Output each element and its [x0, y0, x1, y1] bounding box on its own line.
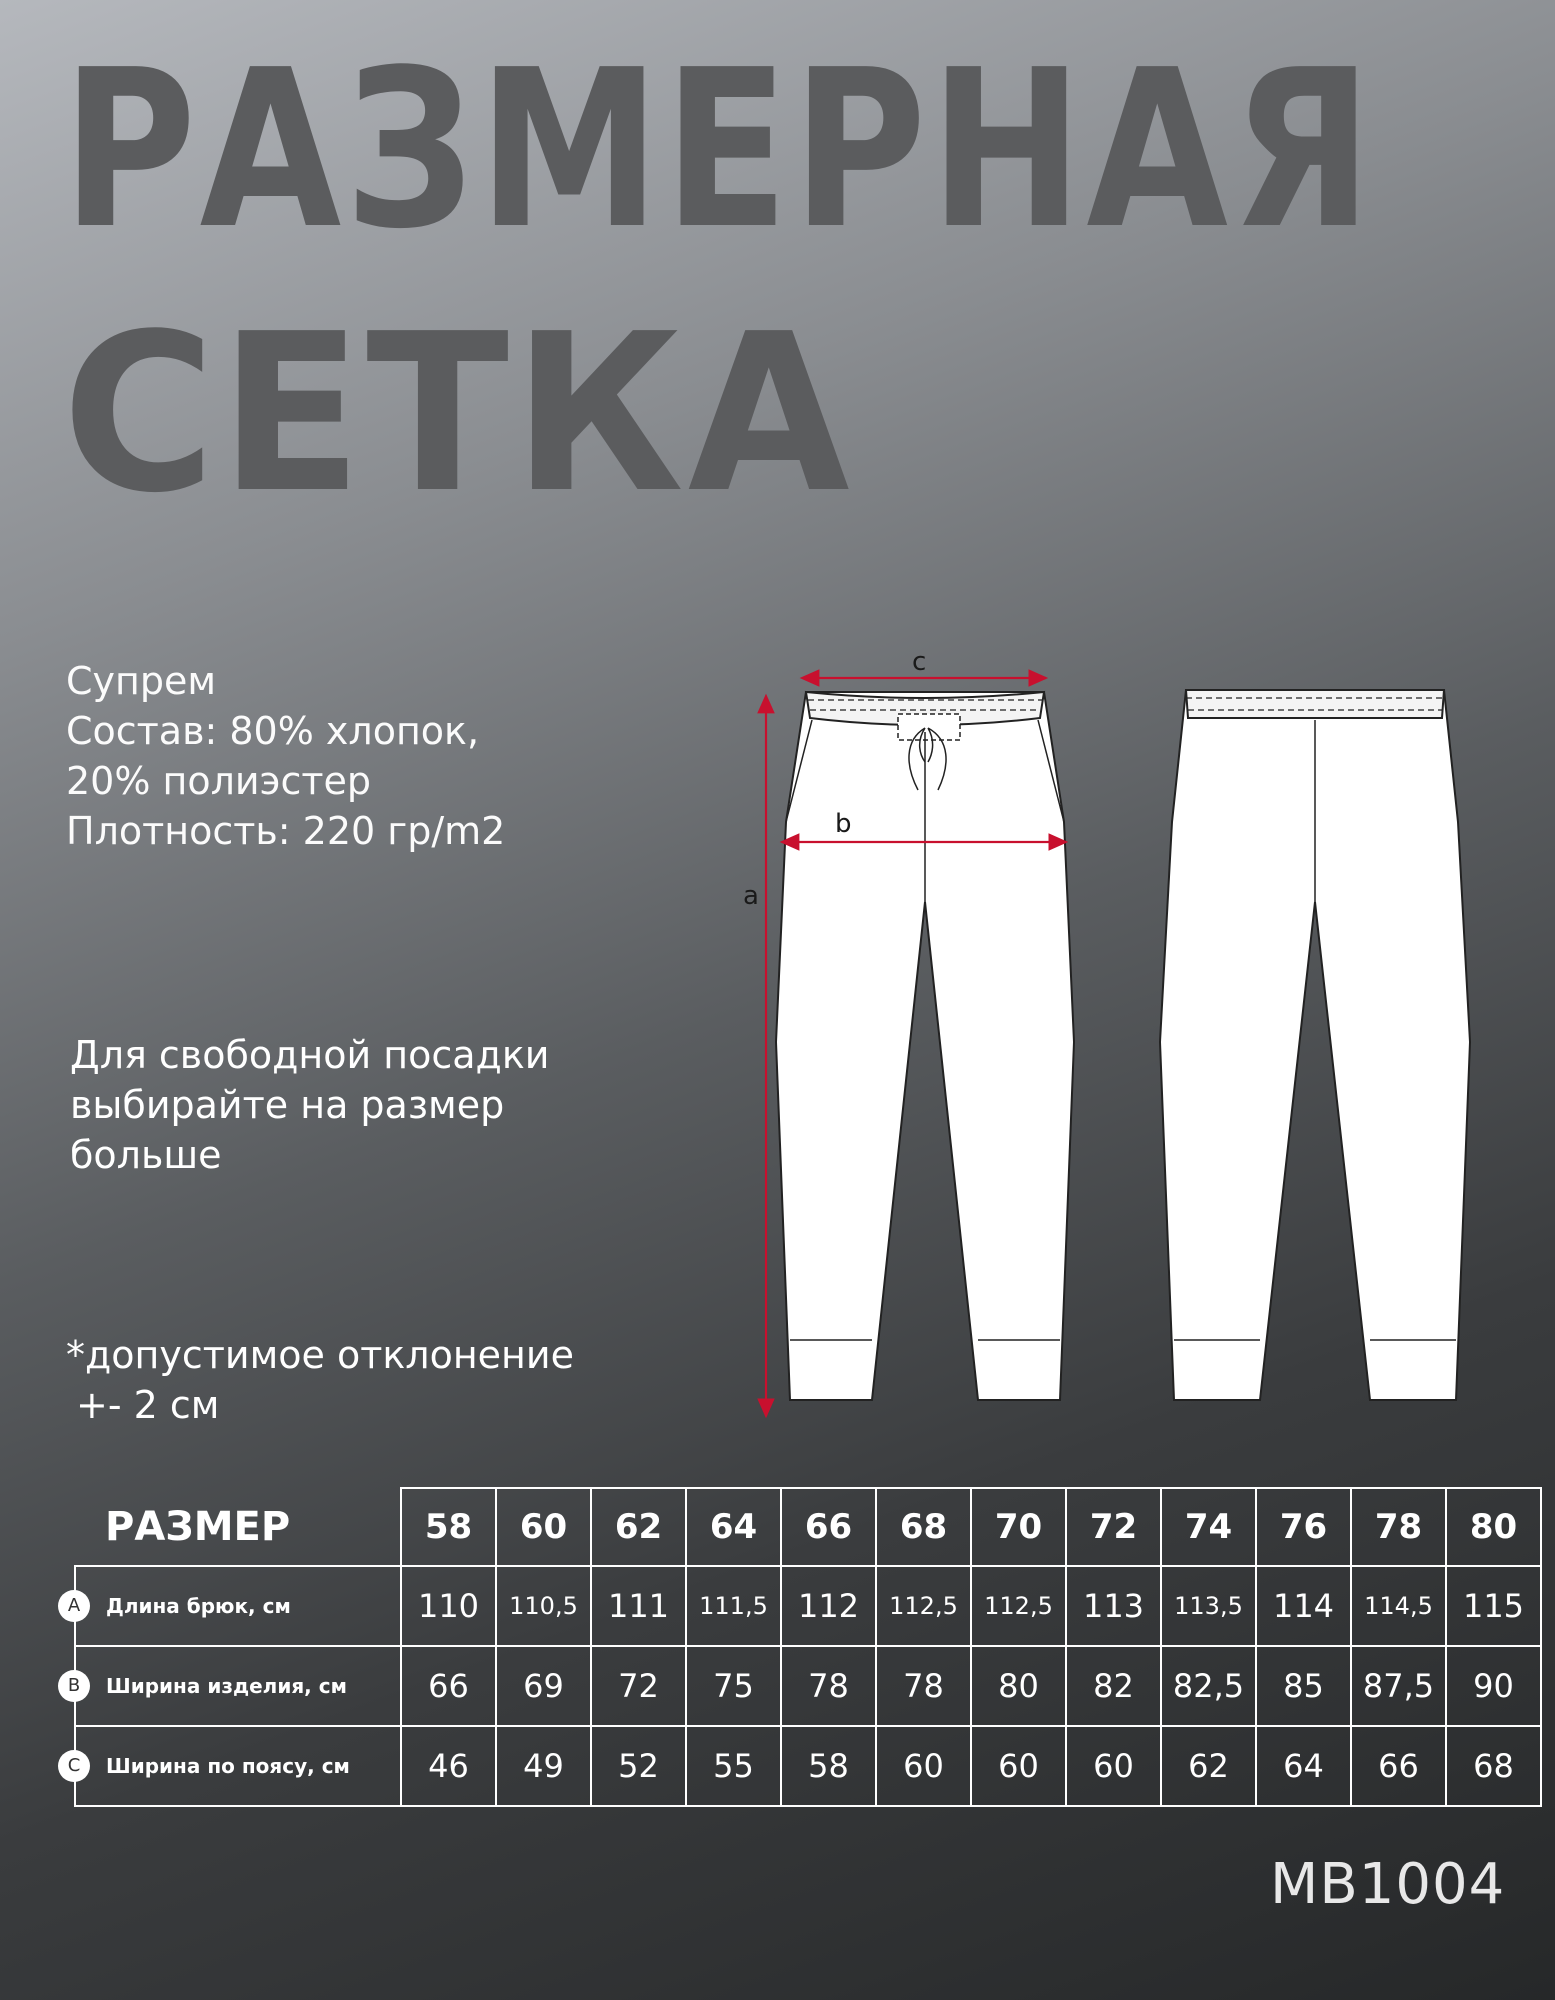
value-cell: 72: [591, 1646, 686, 1726]
badge-c: C: [58, 1750, 90, 1782]
value-cell: 75: [686, 1646, 781, 1726]
row-label-text: Ширина изделия, см: [106, 1674, 347, 1698]
value-cell: 66: [1351, 1726, 1446, 1806]
size-cell: 74: [1161, 1488, 1256, 1566]
value-cell: 82,5: [1161, 1646, 1256, 1726]
size-table: [67, 1487, 1542, 1807]
tolerance-note-line-2: +- 2 см: [76, 1383, 220, 1427]
value-cell: 69: [496, 1646, 591, 1726]
pants-front: [776, 692, 1074, 1400]
size-cell: 80: [1446, 1488, 1541, 1566]
size-cell: 76: [1256, 1488, 1351, 1566]
value-cell: 46: [401, 1726, 496, 1806]
fit-tip-line-3: больше: [70, 1133, 222, 1177]
row-label-waist: [67, 1726, 401, 1806]
row-label-length: [67, 1566, 401, 1646]
value-cell: 58: [781, 1726, 876, 1806]
label-a: a: [743, 881, 759, 911]
value-cell: 110,5: [496, 1566, 591, 1646]
value-cell: 82: [1066, 1646, 1161, 1726]
fabric-name: Супрем: [66, 659, 217, 703]
fabric-composition-1: Состав: 80% хлопок,: [66, 709, 480, 753]
title-line-1: РАЗМЕРНАЯ: [62, 24, 1376, 277]
value-cell: 78: [876, 1646, 971, 1726]
tolerance-note: [66, 1330, 574, 1430]
size-cell: 72: [1066, 1488, 1161, 1566]
value-cell: 113: [1066, 1566, 1161, 1646]
size-cell: 68: [876, 1488, 971, 1566]
value-cell: 112,5: [876, 1566, 971, 1646]
label-b: b: [835, 809, 852, 839]
pants-back: [1160, 690, 1470, 1400]
value-cell: 111,5: [686, 1566, 781, 1646]
value-cell: 115: [1446, 1566, 1541, 1646]
value-cell: 112,5: [971, 1566, 1066, 1646]
size-cell: 66: [781, 1488, 876, 1566]
label-c: c: [912, 647, 927, 677]
value-cell: 55: [686, 1726, 781, 1806]
value-cell: 85: [1256, 1646, 1351, 1726]
value-cell: 78: [781, 1646, 876, 1726]
fabric-info: [66, 656, 505, 856]
size-cell: 60: [496, 1488, 591, 1566]
value-cell: 113,5: [1161, 1566, 1256, 1646]
value-cell: 60: [971, 1726, 1066, 1806]
value-cell: 52: [591, 1726, 686, 1806]
value-cell: 110: [401, 1566, 496, 1646]
value-cell: 62: [1161, 1726, 1256, 1806]
size-cell: 64: [686, 1488, 781, 1566]
value-cell: 64: [1256, 1726, 1351, 1806]
fit-tip-line-2: выбирайте на размер: [70, 1083, 505, 1127]
pants-diagram: [740, 640, 1520, 1430]
fit-tip: [70, 1030, 549, 1180]
value-cell: 114: [1256, 1566, 1351, 1646]
size-cell: 78: [1351, 1488, 1446, 1566]
tolerance-note-line-1: *допустимое отклонение: [66, 1333, 574, 1377]
row-label-text: Ширина по поясу, см: [106, 1754, 350, 1778]
row-label-width: [67, 1646, 401, 1726]
fabric-composition-2: 20% полиэстер: [66, 759, 372, 803]
value-cell: 60: [876, 1726, 971, 1806]
table-row-width: [75, 1646, 1541, 1726]
size-header-row: [75, 1488, 1541, 1566]
value-cell: 49: [496, 1726, 591, 1806]
title-line-2: СЕТКА: [62, 288, 854, 541]
fabric-density: Плотность: 220 гр/m2: [66, 809, 506, 853]
value-cell: 87,5: [1351, 1646, 1446, 1726]
size-header-label: РАЗМЕР: [75, 1488, 401, 1566]
value-cell: 114,5: [1351, 1566, 1446, 1646]
article-number: MB1004: [1270, 1852, 1506, 1917]
fit-tip-line-1: Для свободной посадки: [70, 1033, 550, 1077]
value-cell: 90: [1446, 1646, 1541, 1726]
table-row-length: [75, 1566, 1541, 1646]
size-cell: 58: [401, 1488, 496, 1566]
row-label-text: Длина брюк, см: [106, 1594, 291, 1618]
value-cell: 68: [1446, 1726, 1541, 1806]
badge-a: A: [58, 1590, 90, 1622]
value-cell: 66: [401, 1646, 496, 1726]
size-cell: 70: [971, 1488, 1066, 1566]
table-row-waist: [75, 1726, 1541, 1806]
value-cell: 60: [1066, 1726, 1161, 1806]
badge-b: B: [58, 1670, 90, 1702]
value-cell: 111: [591, 1566, 686, 1646]
size-cell: 62: [591, 1488, 686, 1566]
value-cell: 80: [971, 1646, 1066, 1726]
value-cell: 112: [781, 1566, 876, 1646]
